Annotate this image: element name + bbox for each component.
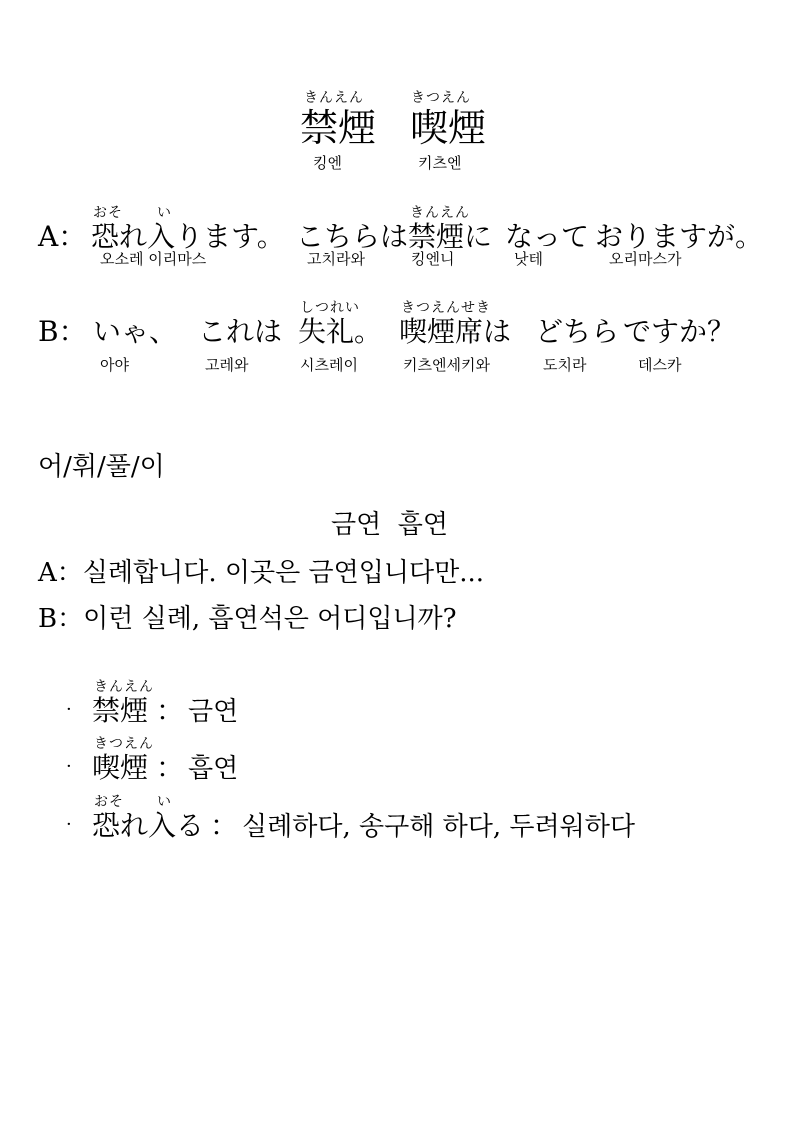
kr-shitsurei: 시츠레이 — [300, 356, 358, 374]
title-word-2-ruby: きつえん — [411, 90, 471, 106]
vocab-separator: ： — [210, 809, 239, 842]
ruby-shitsurei: しつれい — [300, 300, 360, 316]
vocab-meaning: 실례하다, 송구해 하다, 두려워하다 — [242, 812, 635, 842]
title-word-2: 喫煙 — [410, 106, 487, 150]
jp-orimasuga: おりますが。 — [595, 220, 764, 253]
jp-osoreirimasu: 恐れ入ります。 — [91, 220, 285, 253]
kr-osoreirimasu: 오소레 이리마스 — [100, 250, 207, 268]
vocab-term: 恐れ入る — [92, 809, 205, 842]
jp-shitsurei: 失礼。 — [298, 315, 383, 348]
vocab-meaning: 금연 — [188, 697, 239, 727]
translation-title: 금연 흡연 — [331, 510, 448, 540]
kr-korewa: 고레와 — [205, 356, 249, 374]
ruby-kitsuenseki: きつえんせき — [401, 300, 491, 316]
kr-natte: 낫테 — [514, 250, 543, 268]
jp-korewa: これは — [198, 315, 283, 348]
translation-a: A：실례합니다. 이곳은 금연입니다만... — [38, 558, 484, 588]
kr-desuka: 데스카 — [638, 356, 682, 374]
kr-orimasuga: 오리마스가 — [609, 250, 682, 268]
vocab-meaning: 흡연 — [188, 754, 239, 784]
translation-b: B：이런 실례, 흡연석은 어디입니까? — [38, 604, 457, 634]
title-word-2-korean: 키츠엔 — [418, 154, 462, 172]
ruby-i: い — [157, 205, 172, 221]
vocab-term: 禁煙 — [92, 694, 149, 727]
vocab-separator: ： — [156, 694, 185, 727]
ruby-oso: おそ — [93, 205, 123, 221]
kr-kitsuensekiwa: 키츠엔세키와 — [403, 356, 490, 374]
jp-kinenni: 禁煙に — [408, 220, 493, 253]
kr-dochira: 도치라 — [543, 356, 587, 374]
kr-kochirawa: 고치라와 — [307, 250, 365, 268]
jp-iya: いゃ、 — [93, 315, 178, 348]
vocab-ruby-oso: おそ — [94, 794, 124, 810]
jp-kitsuensekiwa: 喫煙席は — [399, 315, 512, 348]
ruby-kinen: きんえん — [410, 205, 470, 221]
jp-kochirawa: こちらは — [296, 220, 409, 253]
title-word-1-ruby: きんえん — [304, 90, 364, 106]
speaker-a: A： — [38, 220, 87, 253]
vocab-ruby: きつえん — [94, 736, 154, 752]
bullet: · — [66, 756, 72, 777]
jp-dochira: どちら — [535, 315, 620, 348]
bullet: · — [66, 814, 72, 835]
jp-desuka: ですか？ — [623, 315, 736, 348]
vocab-heading: 어/휘/풀/이 — [38, 452, 165, 482]
title-word-1: 禁煙 — [300, 106, 377, 150]
kr-iya: 아야 — [100, 356, 129, 374]
bullet: · — [66, 699, 72, 720]
vocab-ruby-i: い — [157, 794, 172, 810]
jp-natte: なって — [505, 220, 590, 253]
vocab-separator: ： — [156, 751, 185, 784]
title-word-1-korean: 킹엔 — [313, 154, 342, 172]
kr-kinenni: 킹엔니 — [411, 250, 455, 268]
speaker-b: B： — [38, 315, 87, 348]
vocab-ruby: きんえん — [94, 679, 154, 695]
vocab-term: 喫煙 — [92, 751, 149, 784]
